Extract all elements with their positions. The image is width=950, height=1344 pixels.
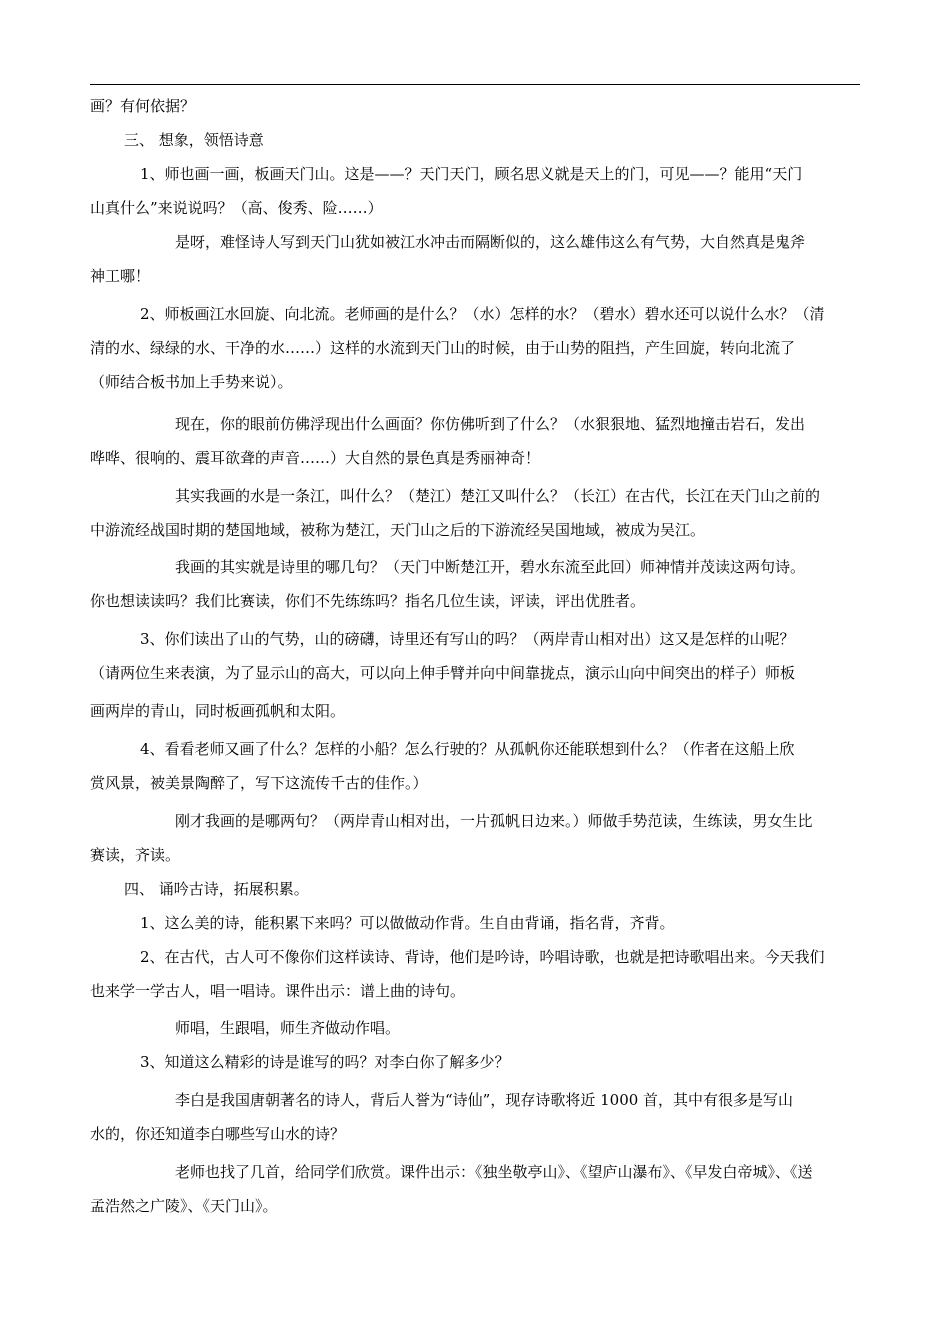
text-line: 4、看看老师又画了什么？怎样的小船？怎么行驶的？从孤帆你还能联想到什么？（作者在这船上欣 — [140, 740, 795, 758]
text-line: （师结合板书加上手势来说）。 — [90, 373, 293, 391]
text-line: 山真什么”来说说吗？（高、俊秀、险……） — [90, 199, 383, 217]
text-line: 现在，你的眼前仿佛浮现出什么画面？你仿佛听到了什么？（水狠狠地、猛烈地撞击岩石，发出 — [175, 415, 806, 433]
text-line: 师唱，生跟唱，师生齐做动作唱。 — [175, 1019, 401, 1037]
text-line: 李白是我国唐朝著名的诗人，背后人誉为“诗仙”，现存诗歌将近 1000 首，其中有很多是写山 — [175, 1091, 794, 1109]
text-line: 清的水、绿绿的水、干净的水……）这样的水流到天门山的时候，由于山势的阻挡，产生回旋，转向北流了 — [90, 339, 796, 357]
text-line: 孟浩然之广陵》、《天门山》。 — [90, 1197, 278, 1215]
text-line: 2、师板画江水回旋、向北流。老师画的是什么？（水）怎样的水？（碧水）碧水还可以说什么水？（清 — [140, 305, 825, 323]
text-line: 我画的其实就是诗里的哪几句？（天门中断楚江开，碧水东流至此回）师神情并茂读这两句诗。 — [175, 558, 806, 576]
text-line: 刚才我画的是哪两句？（两岸青山相对出，一片孤帆日边来。）师做手势范读，生练读，男女生比 — [175, 812, 813, 830]
section-heading-3: 三、 想象，领悟诗意 — [124, 131, 264, 149]
text-line: 画两岸的青山，同时板画孤帆和太阳。 — [90, 702, 346, 720]
text-line: 是呀，难怪诗人写到天门山犹如被江水冲击而隔断似的，这么雄伟这么有气势，大自然真是鬼斧 — [175, 233, 806, 251]
text-line: 也来学一学古人，唱一唱诗。课件出示：谱上曲的诗句。 — [90, 982, 466, 1000]
text-line: 画？有何依据？ — [90, 97, 196, 115]
header-rule — [90, 84, 860, 85]
text-line: 2、在古代，古人可不像你们这样读诗、背诗，他们是吟诗，吟唱诗歌，也就是把诗歌唱出来。今天我们 — [140, 948, 825, 966]
text-line: 其实我画的水是一条江，叫什么？（楚江）楚江又叫什么？（长江）在古代，长江在天门山之前的 — [175, 487, 821, 505]
text-line: 中游流经战国时期的楚国地域，被称为楚江，天门山之后的下游流经吴国地域，被成为吴江。 — [90, 521, 706, 539]
text-line: 神工哪！ — [90, 267, 151, 285]
section-heading-4: 四、 诵吟古诗，拓展积累。 — [124, 880, 309, 898]
text-line: 赏风景，被美景陶醉了，写下这流传千古的佳作。） — [90, 774, 428, 792]
text-line: 3、知道这么精彩的诗是谁写的吗？对李白你了解多少？ — [140, 1053, 510, 1071]
text-line: 3、你们读出了山的气势，山的磅礴，诗里还有写山的吗？（两岸青山相对出）这又是怎样的山呢？ — [140, 630, 795, 648]
text-line: 水的，你还知道李白哪些写山水的诗？ — [90, 1125, 346, 1143]
text-line: 赛读，齐读。 — [90, 846, 181, 864]
text-line: 你也想读读吗？我们比赛读，你们不先练练吗？指名几位生读，评读，评出优胜者。 — [90, 592, 646, 610]
text-line: （请两位生来表演，为了显示山的高大，可以向上伸手臂并向中间靠拢点，演示山向中间突出的样子）师板 — [90, 664, 796, 682]
text-line: 老师也找了几首，给同学们欣赏。课件出示：《独坐敬亭山》、《望庐山瀑布》、《早发白帝城》、《送 — [175, 1163, 813, 1181]
text-line: 1、师也画一画，板画天门山。这是——？天门天门，顾名思义就是天上的门，可见——？能用“天门 — [140, 165, 803, 183]
text-line: 1、这么美的诗，能积累下来吗？可以做做动作背。生自由背诵，指名背，齐背。 — [140, 914, 675, 932]
text-line: 哗哗、很响的、震耳欲聋的声音……）大自然的景色真是秀丽神奇！ — [90, 449, 541, 467]
